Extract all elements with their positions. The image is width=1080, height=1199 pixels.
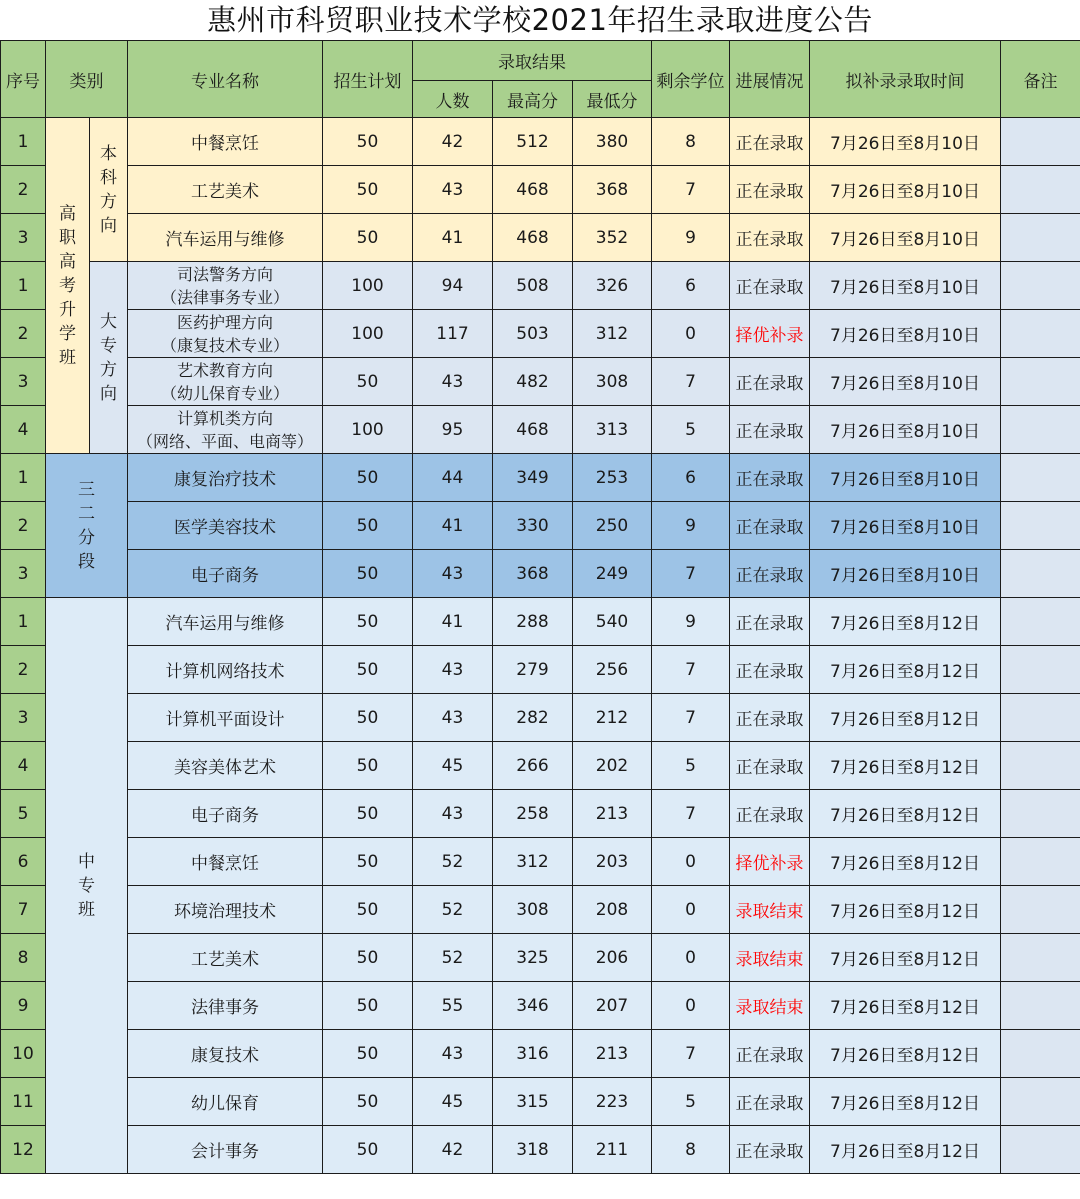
- table-row: [1, 454, 1080, 502]
- row-plan: 100: [323, 310, 413, 358]
- row-min: 312: [573, 310, 652, 358]
- row-time: 7月26日至8月10日: [810, 406, 1001, 454]
- row-remaining: 0: [652, 982, 730, 1030]
- row-min: 313: [573, 406, 652, 454]
- row-time: 7月26日至8月12日: [810, 598, 1001, 646]
- row-min: 308: [573, 358, 652, 406]
- row-major-name: 中餐烹饪: [191, 854, 259, 874]
- row-plan: 50: [323, 118, 413, 166]
- row-seq: 6: [1, 838, 46, 886]
- row-max: 330: [493, 502, 573, 550]
- row-major-name: 计算机类方向: [176, 408, 273, 428]
- row-max: 482: [493, 358, 573, 406]
- row-status: 正在录取: [730, 550, 810, 598]
- row-max: 468: [493, 166, 573, 214]
- row-time: 7月26日至8月10日: [810, 502, 1001, 550]
- row-plan: 50: [323, 694, 413, 742]
- row-major: [128, 790, 323, 838]
- table-row: [1, 838, 1080, 886]
- row-seq: 3: [1, 214, 46, 262]
- row-max: 349: [493, 454, 573, 502]
- group-gaozhi: [46, 118, 90, 454]
- header-status: 进展情况: [730, 41, 810, 118]
- row-note: [1001, 502, 1080, 550]
- row-min: 326: [573, 262, 652, 310]
- row-seq: 12: [1, 1126, 46, 1174]
- row-plan: 50: [323, 886, 413, 934]
- row-max: 282: [493, 694, 573, 742]
- row-time: 7月26日至8月12日: [810, 1030, 1001, 1078]
- row-time: 7月26日至8月12日: [810, 982, 1001, 1030]
- row-major: [128, 166, 323, 214]
- row-status: 正在录取: [730, 358, 810, 406]
- row-seq: 3: [1, 694, 46, 742]
- row-plan: 50: [323, 358, 413, 406]
- row-status: 择优补录: [730, 310, 810, 358]
- table-row: [1, 214, 1080, 262]
- row-min: 213: [573, 790, 652, 838]
- row-major-name: 法律事务: [191, 998, 259, 1018]
- header-note: 备注: [1001, 41, 1080, 118]
- row-min: 352: [573, 214, 652, 262]
- table-row: [1, 934, 1080, 982]
- row-min: 211: [573, 1126, 652, 1174]
- row-remaining: 7: [652, 166, 730, 214]
- row-seq: 2: [1, 166, 46, 214]
- row-remaining: 0: [652, 886, 730, 934]
- group-benke: [90, 118, 128, 262]
- row-major: [128, 934, 323, 982]
- row-major-name: 医药护理方向: [176, 312, 273, 332]
- header-category: 类别: [46, 41, 128, 118]
- row-major-name: 环境治理技术: [174, 902, 276, 922]
- row-remaining: 5: [652, 1078, 730, 1126]
- row-note: [1001, 934, 1080, 982]
- row-note: [1001, 166, 1080, 214]
- header-min: 最低分: [573, 81, 652, 118]
- row-note: [1001, 886, 1080, 934]
- row-note: [1001, 598, 1080, 646]
- row-min: 250: [573, 502, 652, 550]
- row-major-sub: （康复技术专业）: [160, 335, 289, 355]
- row-remaining: 0: [652, 934, 730, 982]
- row-major: [128, 1030, 323, 1078]
- row-note: [1001, 1078, 1080, 1126]
- row-plan: 50: [323, 742, 413, 790]
- row-count: 41: [413, 214, 493, 262]
- row-note: [1001, 310, 1080, 358]
- row-max: 266: [493, 742, 573, 790]
- row-major-name: 工艺美术: [191, 950, 259, 970]
- table-row: [1, 166, 1080, 214]
- row-major: [128, 358, 323, 406]
- row-max: 512: [493, 118, 573, 166]
- row-min: 206: [573, 934, 652, 982]
- row-major-name: 医学美容技术: [174, 518, 276, 538]
- row-major-name: 中餐烹饪: [191, 134, 259, 154]
- row-remaining: 8: [652, 118, 730, 166]
- table-row: [1, 1030, 1080, 1078]
- row-major: [128, 454, 323, 502]
- row-major-name: 计算机网络技术: [165, 662, 285, 682]
- row-status: 正在录取: [730, 790, 810, 838]
- row-major-name: 康复技术: [191, 1046, 259, 1066]
- row-max: 468: [493, 406, 573, 454]
- row-count: 55: [413, 982, 493, 1030]
- row-major: [128, 1126, 323, 1174]
- table-row: [1, 358, 1080, 406]
- row-remaining: 9: [652, 502, 730, 550]
- row-max: 279: [493, 646, 573, 694]
- row-note: [1001, 694, 1080, 742]
- row-max: 508: [493, 262, 573, 310]
- row-remaining: 0: [652, 310, 730, 358]
- table-row: [1, 646, 1080, 694]
- row-min: 223: [573, 1078, 652, 1126]
- row-note: [1001, 118, 1080, 166]
- row-remaining: 7: [652, 1030, 730, 1078]
- row-seq: 11: [1, 1078, 46, 1126]
- row-status: 择优补录: [730, 838, 810, 886]
- row-max: 318: [493, 1126, 573, 1174]
- row-status: 正在录取: [730, 1078, 810, 1126]
- table-row: [1, 310, 1080, 358]
- row-count: 45: [413, 742, 493, 790]
- row-remaining: 9: [652, 598, 730, 646]
- table-row: [1, 886, 1080, 934]
- row-seq: 4: [1, 742, 46, 790]
- row-remaining: 0: [652, 838, 730, 886]
- table-body: [1, 118, 1080, 1174]
- row-note: [1001, 742, 1080, 790]
- row-time: 7月26日至8月12日: [810, 934, 1001, 982]
- row-plan: 50: [323, 1078, 413, 1126]
- row-plan: 50: [323, 598, 413, 646]
- row-remaining: 5: [652, 742, 730, 790]
- row-status: 录取结束: [730, 934, 810, 982]
- row-major-name: 电子商务: [191, 806, 259, 826]
- row-seq: 1: [1, 454, 46, 502]
- table-row: [1, 982, 1080, 1030]
- row-major: [128, 550, 323, 598]
- row-major-name: 汽车运用与维修: [165, 230, 285, 250]
- row-time: 7月26日至8月12日: [810, 694, 1001, 742]
- row-major-name: 会计事务: [191, 1142, 259, 1162]
- row-min: 380: [573, 118, 652, 166]
- row-max: 346: [493, 982, 573, 1030]
- row-plan: 100: [323, 262, 413, 310]
- row-note: [1001, 262, 1080, 310]
- table-row: [1, 118, 1080, 166]
- row-time: 7月26日至8月10日: [810, 310, 1001, 358]
- row-major: [128, 742, 323, 790]
- row-major-name: 电子商务: [191, 566, 259, 586]
- table-row: [1, 406, 1080, 454]
- row-time: 7月26日至8月10日: [810, 118, 1001, 166]
- row-count: 45: [413, 1078, 493, 1126]
- row-major: [128, 502, 323, 550]
- row-major-sub: （幼儿保育专业）: [160, 383, 289, 403]
- admission-table: [0, 40, 1080, 1174]
- row-plan: 50: [323, 982, 413, 1030]
- row-plan: 50: [323, 790, 413, 838]
- row-max: 312: [493, 838, 573, 886]
- row-plan: 50: [323, 646, 413, 694]
- row-remaining: 7: [652, 790, 730, 838]
- row-major-sub: （网络、平面、电商等）: [136, 431, 313, 451]
- row-major: [128, 406, 323, 454]
- group-sanerfenduan: [46, 454, 128, 598]
- row-major: [128, 118, 323, 166]
- row-status: 正在录取: [730, 262, 810, 310]
- row-major-name: 艺术教育方向: [176, 360, 273, 380]
- row-count: 52: [413, 934, 493, 982]
- row-status: 正在录取: [730, 118, 810, 166]
- row-max: 258: [493, 790, 573, 838]
- row-major: [128, 598, 323, 646]
- row-note: [1001, 1030, 1080, 1078]
- row-count: 43: [413, 694, 493, 742]
- row-seq: 3: [1, 358, 46, 406]
- row-note: [1001, 982, 1080, 1030]
- row-max: 368: [493, 550, 573, 598]
- row-major-name: 计算机平面设计: [165, 710, 285, 730]
- row-major-name: 幼儿保育: [191, 1094, 259, 1114]
- row-seq: 9: [1, 982, 46, 1030]
- row-seq: 5: [1, 790, 46, 838]
- header-major: 专业名称: [128, 41, 323, 118]
- row-seq: 3: [1, 550, 46, 598]
- row-seq: 2: [1, 646, 46, 694]
- row-seq: 7: [1, 886, 46, 934]
- row-seq: 2: [1, 502, 46, 550]
- table-row: [1, 790, 1080, 838]
- row-time: 7月26日至8月10日: [810, 214, 1001, 262]
- row-major-name: 工艺美术: [191, 182, 259, 202]
- row-note: [1001, 358, 1080, 406]
- row-major-sub: （法律事务专业）: [160, 287, 289, 307]
- row-plan: 50: [323, 1030, 413, 1078]
- table-row: [1, 598, 1080, 646]
- row-status: 正在录取: [730, 646, 810, 694]
- row-count: 95: [413, 406, 493, 454]
- row-note: [1001, 454, 1080, 502]
- row-count: 52: [413, 838, 493, 886]
- row-max: 315: [493, 1078, 573, 1126]
- row-time: 7月26日至8月12日: [810, 886, 1001, 934]
- row-time: 7月26日至8月12日: [810, 742, 1001, 790]
- row-max: 468: [493, 214, 573, 262]
- row-time: 7月26日至8月10日: [810, 358, 1001, 406]
- table-row: [1, 1126, 1080, 1174]
- row-count: 43: [413, 646, 493, 694]
- group-sanerfenduan-label: 三二分段: [77, 479, 95, 572]
- row-remaining: 7: [652, 358, 730, 406]
- row-note: [1001, 646, 1080, 694]
- row-min: 203: [573, 838, 652, 886]
- row-remaining: 9: [652, 214, 730, 262]
- row-min: 208: [573, 886, 652, 934]
- row-major: [128, 262, 323, 310]
- row-max: 288: [493, 598, 573, 646]
- row-count: 94: [413, 262, 493, 310]
- row-max: 316: [493, 1030, 573, 1078]
- row-time: 7月26日至8月10日: [810, 166, 1001, 214]
- row-count: 117: [413, 310, 493, 358]
- page-title: 惠州市科贸职业技术学校2021年招生录取进度公告: [207, 3, 873, 37]
- row-max: 325: [493, 934, 573, 982]
- row-remaining: 6: [652, 454, 730, 502]
- row-status: 正在录取: [730, 1126, 810, 1174]
- row-major-name: 汽车运用与维修: [165, 614, 285, 634]
- row-min: 256: [573, 646, 652, 694]
- row-seq: 10: [1, 1030, 46, 1078]
- row-seq: 2: [1, 310, 46, 358]
- row-plan: 50: [323, 454, 413, 502]
- row-count: 42: [413, 1126, 493, 1174]
- row-time: 7月26日至8月12日: [810, 790, 1001, 838]
- row-status: 正在录取: [730, 454, 810, 502]
- row-count: 42: [413, 118, 493, 166]
- row-plan: 50: [323, 550, 413, 598]
- row-major: [128, 694, 323, 742]
- row-status: 录取结束: [730, 982, 810, 1030]
- row-min: 253: [573, 454, 652, 502]
- header-result: 录取结果: [413, 41, 652, 81]
- header-plan: 招生计划: [323, 41, 413, 118]
- row-plan: 100: [323, 406, 413, 454]
- row-max: 503: [493, 310, 573, 358]
- header-max: 最高分: [493, 81, 573, 118]
- row-status: 正在录取: [730, 214, 810, 262]
- row-major-name: 康复治疗技术: [174, 470, 276, 490]
- row-count: 43: [413, 550, 493, 598]
- row-note: [1001, 406, 1080, 454]
- row-remaining: 7: [652, 646, 730, 694]
- header-seq: 序号: [1, 41, 46, 118]
- group-zhongzhuan-label: 中专班: [77, 851, 95, 920]
- header-remaining: 剩余学位: [652, 41, 730, 118]
- row-min: 249: [573, 550, 652, 598]
- row-max: 308: [493, 886, 573, 934]
- row-count: 43: [413, 358, 493, 406]
- header-time: 拟补录录取时间: [810, 41, 1001, 118]
- row-seq: 8: [1, 934, 46, 982]
- row-note: [1001, 790, 1080, 838]
- row-status: 正在录取: [730, 502, 810, 550]
- row-time: 7月26日至8月10日: [810, 454, 1001, 502]
- row-plan: 50: [323, 166, 413, 214]
- row-plan: 50: [323, 502, 413, 550]
- row-count: 41: [413, 598, 493, 646]
- group-dazhuan: [90, 262, 128, 454]
- row-status: 正在录取: [730, 406, 810, 454]
- row-time: 7月26日至8月12日: [810, 646, 1001, 694]
- row-plan: 50: [323, 838, 413, 886]
- row-remaining: 5: [652, 406, 730, 454]
- row-min: 213: [573, 1030, 652, 1078]
- row-plan: 50: [323, 1126, 413, 1174]
- row-time: 7月26日至8月12日: [810, 1078, 1001, 1126]
- table-row: [1, 694, 1080, 742]
- row-note: [1001, 838, 1080, 886]
- table-row: [1, 1078, 1080, 1126]
- row-plan: 50: [323, 934, 413, 982]
- row-major: [128, 838, 323, 886]
- row-min: 540: [573, 598, 652, 646]
- row-count: 52: [413, 886, 493, 934]
- table-row: [1, 742, 1080, 790]
- group-zhongzhuan: [46, 598, 128, 1174]
- row-note: [1001, 550, 1080, 598]
- group-gaozhi-label: 高职高考升学班: [58, 203, 76, 368]
- row-time: 7月26日至8月12日: [810, 838, 1001, 886]
- row-count: 41: [413, 502, 493, 550]
- row-time: 7月26日至8月10日: [810, 550, 1001, 598]
- row-major: [128, 982, 323, 1030]
- row-remaining: 7: [652, 550, 730, 598]
- group-benke-label: 本科方向: [99, 143, 117, 236]
- row-remaining: 6: [652, 262, 730, 310]
- row-major: [128, 310, 323, 358]
- row-plan: 50: [323, 214, 413, 262]
- row-count: 44: [413, 454, 493, 502]
- row-status: 正在录取: [730, 694, 810, 742]
- row-time: 7月26日至8月12日: [810, 1126, 1001, 1174]
- header-count: 人数: [413, 81, 493, 118]
- row-note: [1001, 214, 1080, 262]
- row-count: 43: [413, 166, 493, 214]
- row-major: [128, 214, 323, 262]
- row-seq: 1: [1, 598, 46, 646]
- row-major: [128, 1078, 323, 1126]
- row-status: 正在录取: [730, 166, 810, 214]
- row-remaining: 8: [652, 1126, 730, 1174]
- row-status: 正在录取: [730, 1030, 810, 1078]
- row-remaining: 7: [652, 694, 730, 742]
- row-min: 202: [573, 742, 652, 790]
- row-note: [1001, 1126, 1080, 1174]
- table-row: [1, 502, 1080, 550]
- row-status: 正在录取: [730, 598, 810, 646]
- row-seq: 4: [1, 406, 46, 454]
- row-status: 录取结束: [730, 886, 810, 934]
- row-count: 43: [413, 1030, 493, 1078]
- group-dazhuan-label: 大专方向: [99, 311, 117, 404]
- table-row: [1, 550, 1080, 598]
- row-count: 43: [413, 790, 493, 838]
- row-min: 368: [573, 166, 652, 214]
- table-row: [1, 262, 1080, 310]
- row-major: [128, 646, 323, 694]
- row-min: 207: [573, 982, 652, 1030]
- row-major-name: 美容美体艺术: [174, 758, 276, 778]
- row-major-name: 司法警务方向: [176, 264, 273, 284]
- row-seq: 1: [1, 118, 46, 166]
- row-major: [128, 886, 323, 934]
- row-min: 212: [573, 694, 652, 742]
- row-seq: 1: [1, 262, 46, 310]
- row-time: 7月26日至8月10日: [810, 262, 1001, 310]
- row-status: 正在录取: [730, 742, 810, 790]
